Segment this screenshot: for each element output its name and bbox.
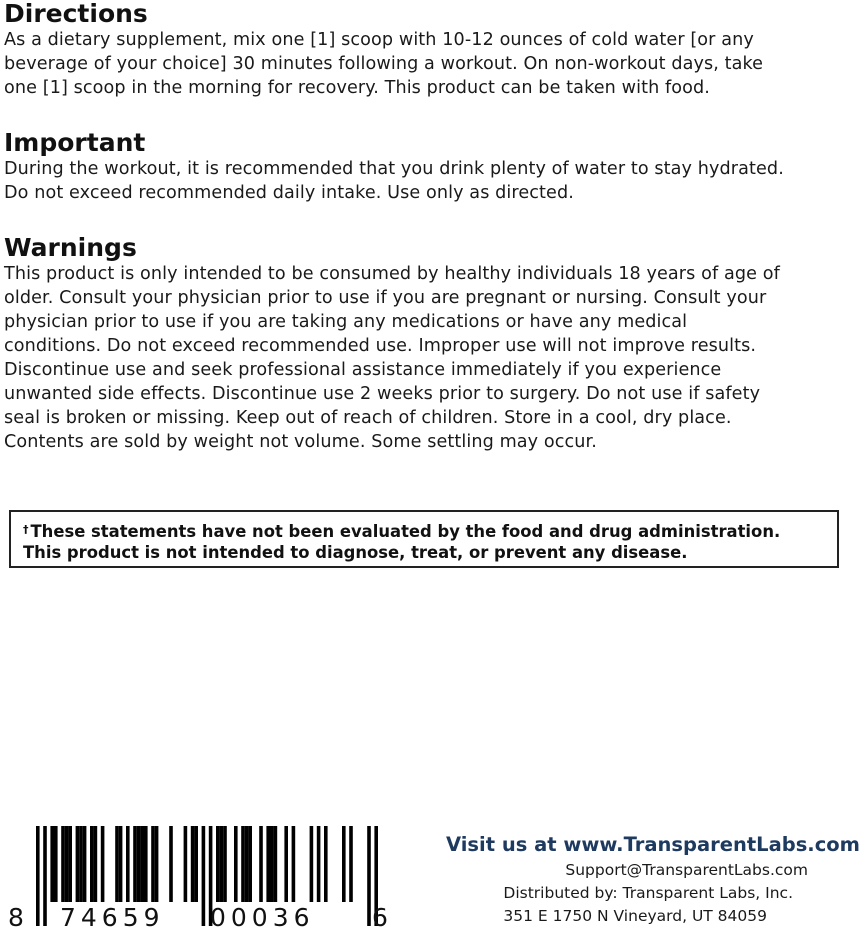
barcode-graphic (8, 826, 392, 930)
warnings-section (4, 234, 854, 454)
barcode-bar (36, 826, 40, 926)
barcode-bar (241, 826, 245, 902)
barcode-bar (68, 826, 72, 902)
warnings-line: physician prior to use if you are taking any medications or have any medical (4, 312, 688, 332)
barcode-bar (270, 826, 274, 902)
barcode-bar (137, 826, 141, 902)
directions-line: beverage of your choice] 30 minutes following a workout. On non-workout days, take (4, 54, 764, 74)
warnings-line: conditions. Do not exceed recommended use. Improper use will not improve results. (4, 336, 757, 356)
disclaimer-line-1 (23, 519, 827, 542)
barcode-digit-last: 6 (372, 903, 388, 930)
barcode-bar (194, 826, 198, 902)
barcode-bar (140, 826, 144, 902)
barcode (8, 826, 392, 930)
important-section (4, 129, 854, 205)
dagger-symbol: † (23, 523, 29, 536)
barcode-bar (119, 826, 123, 902)
directions-line: As a dietary supplement, mix one [1] scoop with 10-12 ounces of cold water [or any (4, 30, 754, 50)
barcode-bar (266, 826, 270, 902)
barcode-bar (126, 826, 130, 902)
barcode-bar (83, 826, 87, 902)
barcode-bar (216, 826, 220, 902)
barcode-bar (43, 826, 47, 926)
barcode-bar (234, 826, 238, 902)
barcode-bar (94, 826, 98, 902)
barcode-bar (65, 826, 69, 902)
barcode-bar (223, 826, 227, 902)
distributor-line: Distributed by: Transparent Labs, Inc. (503, 884, 793, 902)
barcode-bar (259, 826, 263, 902)
barcode-bar (61, 826, 65, 902)
website-link[interactable]: Visit us at www.TransparentLabs.com (445, 833, 860, 856)
barcode-bar (101, 826, 105, 902)
barcode-bar (220, 826, 224, 902)
barcode-bar (349, 826, 353, 902)
warnings-heading: Warnings (4, 233, 137, 262)
barcode-bar (54, 826, 58, 902)
barcode-bar (144, 826, 148, 902)
barcode-bar (274, 826, 278, 902)
barcode-bar (76, 826, 80, 902)
barcode-bar (310, 826, 314, 902)
barcode-group-right: 00036 (210, 903, 315, 930)
fda-disclaimer-box (9, 510, 839, 568)
warnings-line: Discontinue use and seek professional assistance immediately if you experience (4, 360, 722, 380)
important-line: During the workout, it is recommended that you drink plenty of water to stay hydrated. (4, 159, 784, 179)
important-heading: Important (4, 128, 146, 157)
important-line: Do not exceed recommended daily intake. Use only as directed. (4, 183, 574, 203)
barcode-bar (245, 826, 249, 902)
barcode-bar (317, 826, 321, 902)
disclaimer-text-2: This product is not intended to diagnose, treat, or prevent any disease. (23, 543, 688, 562)
barcode-bar (115, 826, 119, 902)
barcode-bar (342, 826, 346, 902)
barcode-bar (367, 826, 371, 926)
directions-line: one [1] scoop in the morning for recovery. This product can be taken with food. (4, 78, 710, 98)
barcode-bar (191, 826, 195, 902)
warnings-line: seal is broken or missing. Keep out of reach of children. Store in a cool, dry place. (4, 408, 732, 428)
contact-block (400, 831, 860, 928)
directions-heading: Directions (4, 0, 148, 28)
barcode-bar (324, 826, 328, 902)
barcode-bar (184, 826, 188, 902)
barcode-bar (169, 826, 173, 902)
address-line: 351 E 1750 N Vineyard, UT 84059 (503, 907, 767, 925)
support-email[interactable]: Support@TransparentLabs.com (565, 861, 808, 879)
barcode-bar (202, 826, 206, 926)
barcode-bar (133, 826, 137, 902)
barcode-bar (155, 826, 159, 902)
barcode-bar (248, 826, 252, 902)
warnings-line: This product is only intended to be consumed by healthy individuals 18 years of age of (4, 264, 780, 284)
barcode-bar (90, 826, 94, 902)
barcode-bar (292, 826, 296, 902)
warnings-line: older. Consult your physician prior to use if you are pregnant or nursing. Consult your (4, 288, 767, 308)
barcode-digit-first: 8 (8, 903, 24, 930)
barcode-bar (151, 826, 155, 902)
barcode-bar (284, 826, 288, 902)
barcode-bar (79, 826, 83, 902)
barcode-bar (50, 826, 54, 902)
barcode-group-left: 74659 (60, 903, 165, 930)
warnings-line: unwanted side effects. Discontinue use 2 weeks prior to surgery. Do not use if safety (4, 384, 761, 404)
warnings-line: Contents are sold by weight not volume. Some settling may occur. (4, 432, 597, 452)
disclaimer-text-1: These statements have not been evaluated by the food and drug administration. (30, 522, 781, 541)
directions-section (4, 0, 854, 100)
